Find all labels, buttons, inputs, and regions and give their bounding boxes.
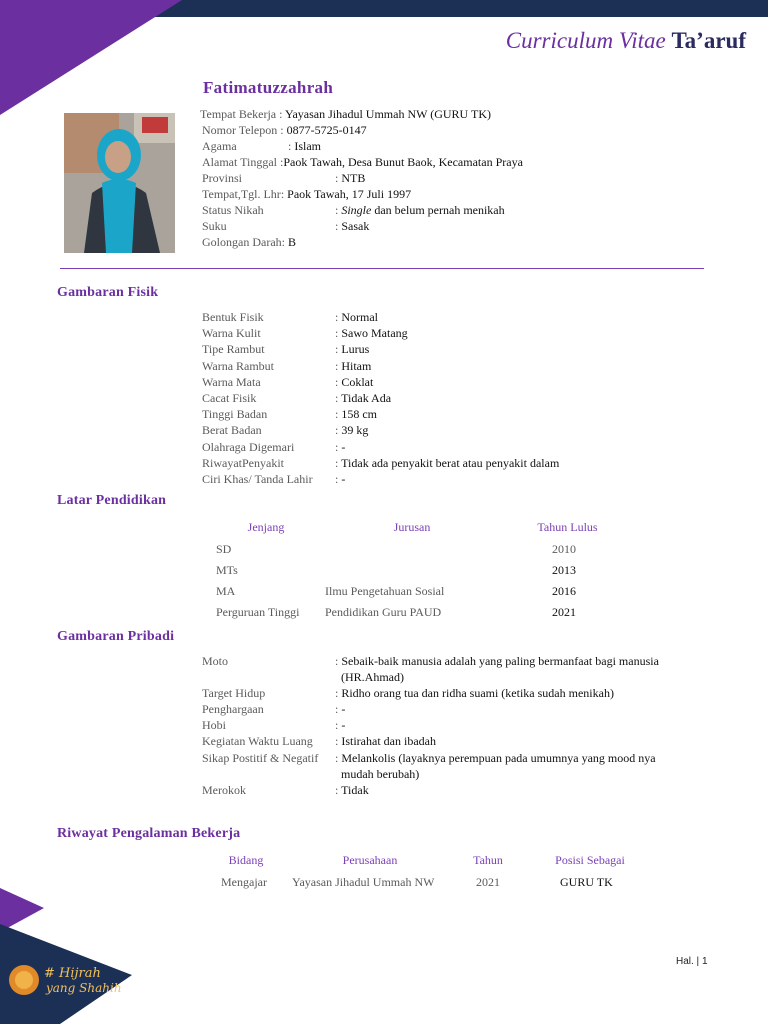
work-tahun: 2021 xyxy=(476,875,500,889)
fisik-value: : Sawo Matang xyxy=(335,326,408,340)
fisik-label: Ciri Khas/ Tanda Lahir xyxy=(202,472,313,486)
field-suku: Suku xyxy=(202,219,227,233)
field-sikap: Sikap Postitif & Negatif xyxy=(202,751,319,765)
field-penghargaan: Penghargaan xyxy=(202,702,264,716)
profile-photo xyxy=(64,113,175,253)
field-hobi: Hobi xyxy=(202,718,226,732)
edu-header-jurusan: Jurusan xyxy=(393,520,431,534)
page-number: Hal. | 1 xyxy=(676,956,708,967)
edu-jurusan: Pendidikan Guru PAUD xyxy=(325,605,442,619)
work-bidang: Mengajar xyxy=(221,875,267,889)
fisik-value: : Normal xyxy=(335,310,378,324)
field-agama: Agama xyxy=(202,139,237,153)
field-provinsi: Provinsi xyxy=(202,171,243,185)
work-header-posisi: Posisi Sebagai xyxy=(555,853,625,867)
field-merokok: Merokok xyxy=(202,783,246,797)
work-perusahaan: Yayasan Jihadul Ummah NW xyxy=(292,875,435,889)
edu-header-jenjang: Jenjang xyxy=(247,520,285,534)
field-tempat-bekerja: Tempat Bekerja : Yayasan Jihadul Ummah NW (GURU TK) xyxy=(200,107,492,121)
fisik-value: : 39 kg xyxy=(335,423,369,437)
logo-text-line2: yang Shahih xyxy=(46,981,122,995)
fisik-label: Cacat Fisik xyxy=(202,391,257,405)
header-decoration xyxy=(0,0,768,120)
field-moto: Moto xyxy=(202,654,229,668)
section-divider xyxy=(60,268,704,269)
fisik-value: : Lurus xyxy=(335,342,370,356)
footer-decoration xyxy=(0,880,140,1024)
work-header-tahun: Tahun xyxy=(473,853,503,867)
title-italic: Curriculum Vitae xyxy=(505,28,666,53)
edu-tahun: 2013 xyxy=(552,563,576,577)
section-title-fisik: Gambaran Fisik xyxy=(57,285,159,300)
edu-tahun: 2016 xyxy=(552,584,576,598)
logo-text-line1: # Hijrah xyxy=(44,966,101,981)
work-header-bidang: Bidang xyxy=(228,853,264,867)
fisik-value: : 158 cm xyxy=(335,407,378,421)
edu-jenjang: MTs xyxy=(216,563,238,577)
edu-jenjang: SD xyxy=(216,542,232,556)
field-kegiatan: Kegiatan Waktu Luang xyxy=(202,734,313,748)
fisik-label: Tipe Rambut xyxy=(202,342,265,356)
field-nomor-telepon: Nomor Telepon : 0877-5725-0147 xyxy=(202,123,367,137)
work-posisi: GURU TK xyxy=(560,875,613,889)
field-status-nikah: Status Nikah xyxy=(202,203,264,217)
edu-jenjang: Perguruan Tinggi xyxy=(216,605,300,619)
field-golongan-darah: Golongan Darah: B xyxy=(202,235,296,249)
fisik-value: : Tidak ada penyakit berat atau penyakit dalam xyxy=(335,456,560,470)
document-title xyxy=(506,28,746,54)
section-title-pribadi: Gambaran Pribadi xyxy=(57,629,175,644)
title-bold: Ta’aruf xyxy=(671,28,746,53)
edu-tahun: 2021 xyxy=(552,605,576,619)
field-ttl: Tempat,Tgl. Lhr: Paok Tawah, 17 Juli 1997 xyxy=(202,187,412,201)
fisik-label: Bentuk Fisik xyxy=(202,310,264,324)
fisik-label: Olahraga Digemari xyxy=(202,440,295,454)
fisik-label: RiwayatPenyakit xyxy=(202,456,284,470)
fisik-value: : Hitam xyxy=(335,359,372,373)
candidate-name: Fatimatuzzahrah xyxy=(203,78,334,97)
fisik-value: : - xyxy=(335,472,346,486)
fisik-value: : Coklat xyxy=(335,375,374,389)
edu-jurusan: Ilmu Pengetahuan Sosial xyxy=(325,584,445,598)
fisik-label: Tinggi Badan xyxy=(202,407,268,421)
field-alamat: Alamat Tinggal :Paok Tawah, Desa Bunut Baok, Kecamatan Praya xyxy=(202,155,523,169)
fisik-label: Warna Mata xyxy=(202,375,261,389)
work-header-perusahaan: Perusahaan xyxy=(342,853,398,867)
edu-tahun: 2010 xyxy=(552,542,576,556)
section-title-pengalaman: Riwayat Pengalaman Bekerja xyxy=(57,826,241,841)
fisik-value: : - xyxy=(335,440,346,454)
edu-jenjang: MA xyxy=(216,584,236,598)
edu-header-tahun: Tahun Lulus xyxy=(537,520,598,534)
fisik-label: Warna Kulit xyxy=(202,326,261,340)
field-target-hidup: Target Hidup xyxy=(202,686,266,700)
fisik-label: Warna Rambut xyxy=(202,359,275,373)
fisik-label: Berat Badan xyxy=(202,423,262,437)
fisik-value: : Tidak Ada xyxy=(335,391,392,405)
section-title-pendidikan: Latar Pendidikan xyxy=(57,493,167,508)
